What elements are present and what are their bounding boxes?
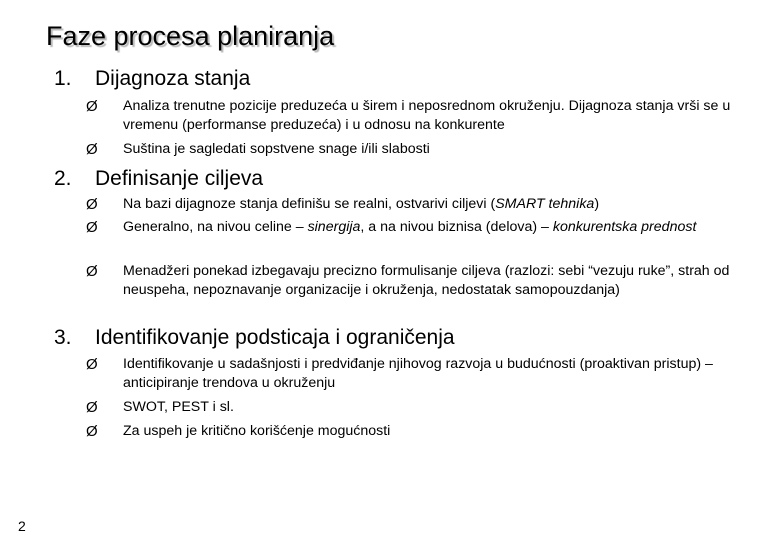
bullet-text: Na bazi dijagnoze stanja definišu se realni, ostvarivi ciljevi (SMART tehnika) bbox=[123, 196, 600, 212]
arrow-bullet-icon: Ø bbox=[86, 98, 98, 115]
arrow-bullet-icon: Ø bbox=[86, 196, 98, 213]
arrow-bullet-icon: Ø bbox=[86, 263, 98, 280]
section-number: 3. bbox=[54, 326, 72, 349]
section-heading bbox=[54, 325, 455, 351]
bullet-text: Menadžeri ponekad izbegavaju precizno formulisanje ciljeva (razlozi: sebi “vezuju ruke”, strah od neuspeha, nepoznavanje organizacije i okruženja, nedostatak samopouzdanja) bbox=[123, 263, 730, 298]
bullet-text: SWOT, PEST i sl. bbox=[123, 399, 234, 415]
bullet-text: Za uspeh je kritično korišćenje mogućnosti bbox=[123, 423, 391, 439]
section-title: Dijagnoza stanja bbox=[95, 67, 251, 90]
section-title: Identifikovanje podsticaja i ograničenja bbox=[95, 326, 455, 349]
section-heading bbox=[54, 166, 263, 192]
section-title: Definisanje ciljeva bbox=[95, 167, 264, 190]
arrow-bullet-icon: Ø bbox=[86, 219, 98, 236]
page-number: 2 bbox=[18, 518, 26, 534]
bullet-text: Suština je sagledati sopstvene snage i/ili slabosti bbox=[123, 141, 430, 157]
slide-title: Faze procesa planiranja bbox=[46, 21, 335, 51]
section-number: 1. bbox=[54, 67, 72, 90]
bullet-text: Analiza trenutne pozicije preduzeća u širem i neposrednom okruženju. Dijagnoza stanja vrši se u vremenu (performanse preduzeća) i u odnosu na konkurente bbox=[123, 98, 731, 133]
section-heading bbox=[54, 66, 250, 92]
bullet-text: Identifikovanje u sadašnjosti i predviđanje njihovog razvoja u budućnosti (proaktivan pristup) – anticipiranje trendova u okruženju bbox=[123, 356, 713, 391]
arrow-bullet-icon: Ø bbox=[86, 356, 98, 373]
arrow-bullet-icon: Ø bbox=[86, 141, 98, 158]
section-number: 2. bbox=[54, 167, 72, 190]
bullet-text: Generalno, na nivou celine – sinergija, a na nivou biznisa (delova) – konkurentska prednost bbox=[123, 219, 697, 235]
arrow-bullet-icon: Ø bbox=[86, 399, 98, 416]
arrow-bullet-icon: Ø bbox=[86, 423, 98, 440]
